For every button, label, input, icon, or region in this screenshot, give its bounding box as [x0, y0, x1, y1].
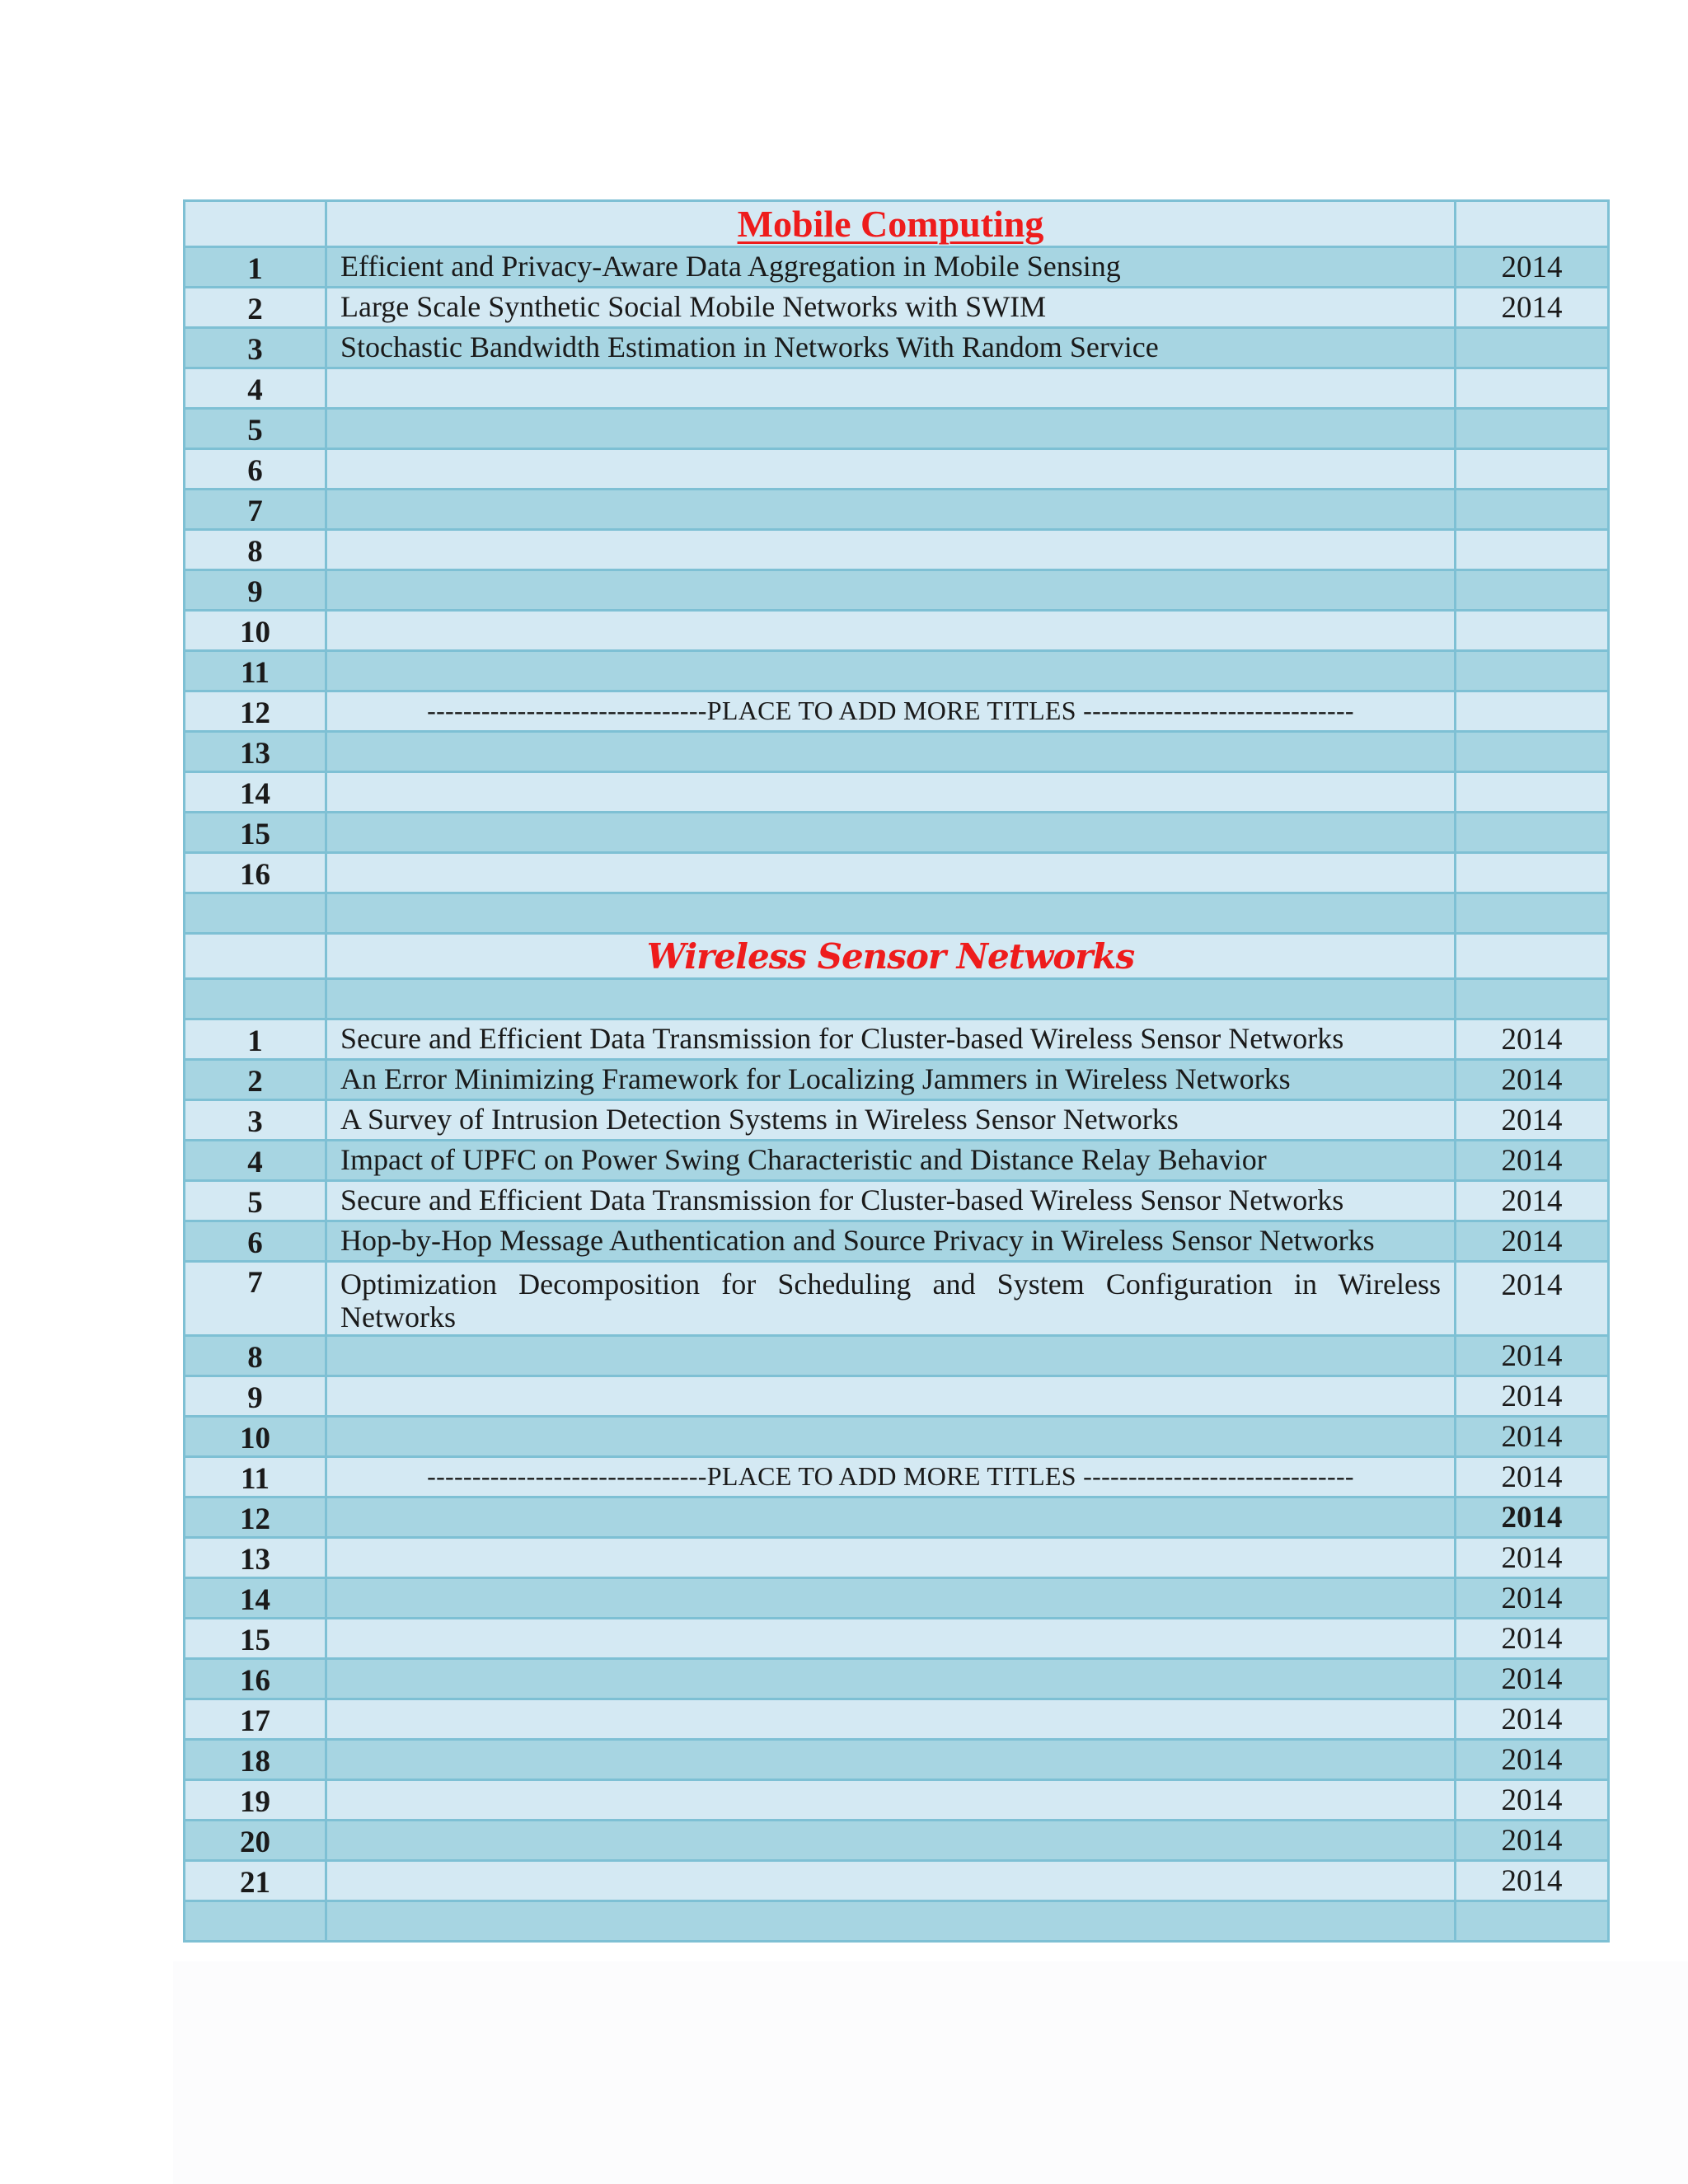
- row-title: [326, 1497, 1456, 1538]
- row-title: [326, 570, 1456, 611]
- row-number: 5: [185, 1181, 326, 1221]
- page-bottom-shade: [173, 1961, 1688, 2184]
- row-year: 2014: [1456, 1861, 1609, 1901]
- row-year: 2014: [1456, 1538, 1609, 1578]
- table-row: [185, 368, 1609, 409]
- table-row: [185, 1141, 1609, 1181]
- row-number: 13: [185, 732, 326, 772]
- row-year: 2014: [1456, 1181, 1609, 1221]
- row-number: 1: [185, 247, 326, 288]
- table-row: [185, 1019, 1609, 1060]
- row-year: [1456, 490, 1609, 530]
- row-title: [326, 449, 1456, 490]
- table-row: [185, 1181, 1609, 1221]
- row-title: [326, 530, 1456, 570]
- add-more-titles-placeholder: -------------------------------PLACE TO ADD MORE TITLES ------------------------------: [326, 1457, 1456, 1497]
- row-number: 14: [185, 1578, 326, 1619]
- row-number: 4: [185, 368, 326, 409]
- row-title: [326, 1619, 1456, 1659]
- row-number: 15: [185, 813, 326, 853]
- row-number: 2: [185, 288, 326, 328]
- table-row: [185, 530, 1609, 570]
- table-row: [185, 1497, 1609, 1538]
- row-title: [326, 611, 1456, 651]
- row-number: 11: [185, 1457, 326, 1497]
- row-year: 2014: [1456, 247, 1609, 288]
- row-number: 1: [185, 1019, 326, 1060]
- row-number: 9: [185, 570, 326, 611]
- table-row: [185, 813, 1609, 853]
- row-title: [326, 1861, 1456, 1901]
- row-title: [326, 1336, 1456, 1376]
- row-title: [326, 368, 1456, 409]
- row-number: 10: [185, 1417, 326, 1457]
- row-year: 2014: [1456, 1699, 1609, 1740]
- titles-table: [183, 199, 1610, 1943]
- table-row: [185, 1262, 1609, 1336]
- row-year: [1456, 611, 1609, 651]
- table-row: [185, 1100, 1609, 1141]
- row-year: 2014: [1456, 1141, 1609, 1181]
- table-row: [185, 1376, 1609, 1417]
- row-title: [326, 1780, 1456, 1821]
- row-number: 16: [185, 853, 326, 893]
- row-year: 2014: [1456, 1060, 1609, 1100]
- row-number: 16: [185, 1659, 326, 1699]
- row-title: [326, 1740, 1456, 1780]
- row-title: [326, 732, 1456, 772]
- row-number: 19: [185, 1780, 326, 1821]
- row-number: 4: [185, 1141, 326, 1181]
- section-heading-mobile-computing: Mobile Computing: [326, 201, 1456, 247]
- row-number: 11: [185, 651, 326, 691]
- row-number: 6: [185, 449, 326, 490]
- row-year: 2014: [1456, 1578, 1609, 1619]
- row-year: 2014: [1456, 1376, 1609, 1417]
- row-number: 12: [185, 1497, 326, 1538]
- row-title: Large Scale Synthetic Social Mobile Networks with SWIM: [326, 288, 1456, 328]
- row-number: 17: [185, 1699, 326, 1740]
- row-title: [326, 1659, 1456, 1699]
- heading-year-cell: [1456, 934, 1609, 979]
- row-year: [1456, 853, 1609, 893]
- row-year: 2014: [1456, 288, 1609, 328]
- row-year: [1456, 328, 1609, 368]
- row-year: 2014: [1456, 1740, 1609, 1780]
- table-row: [185, 247, 1609, 288]
- row-number: 12: [185, 691, 326, 732]
- row-title: Secure and Efficient Data Transmission for Cluster-based Wireless Sensor Networks: [326, 1019, 1456, 1060]
- row-year: [1456, 651, 1609, 691]
- table-row: [185, 1578, 1609, 1619]
- row-year: 2014: [1456, 1100, 1609, 1141]
- table-row: [185, 1780, 1609, 1821]
- row-number: 7: [185, 1262, 326, 1336]
- row-year: [1456, 409, 1609, 449]
- add-more-titles-placeholder: -------------------------------PLACE TO ADD MORE TITLES ------------------------------: [326, 691, 1456, 732]
- row-title: Stochastic Bandwidth Estimation in Networks With Random Service: [326, 328, 1456, 368]
- row-title: [326, 1538, 1456, 1578]
- row-year: [1456, 570, 1609, 611]
- row-title: [326, 1821, 1456, 1861]
- table-row: [185, 1221, 1609, 1262]
- row-title: [326, 1376, 1456, 1417]
- table-row: [185, 1699, 1609, 1740]
- spacer-row: [185, 893, 1609, 934]
- row-year: 2014: [1456, 1780, 1609, 1821]
- table-row: [185, 651, 1609, 691]
- row-title: An Error Minimizing Framework for Localizing Jammers in Wireless Networks: [326, 1060, 1456, 1100]
- table-row: [185, 772, 1609, 813]
- row-year: 2014: [1456, 1619, 1609, 1659]
- row-year: 2014: [1456, 1221, 1609, 1262]
- heading-year-cell: [1456, 201, 1609, 247]
- row-year: 2014: [1456, 1457, 1609, 1497]
- row-number: 10: [185, 611, 326, 651]
- row-year: 2014: [1456, 1262, 1609, 1336]
- row-title: [326, 813, 1456, 853]
- table-row: [185, 853, 1609, 893]
- row-title: Efficient and Privacy-Aware Data Aggregation in Mobile Sensing: [326, 247, 1456, 288]
- table-row: [185, 1619, 1609, 1659]
- table-row: [185, 1821, 1609, 1861]
- table-row: [185, 1336, 1609, 1376]
- row-year: [1456, 772, 1609, 813]
- row-number: 8: [185, 530, 326, 570]
- row-title: [326, 409, 1456, 449]
- row-number: 8: [185, 1336, 326, 1376]
- row-title: [326, 853, 1456, 893]
- row-title: [326, 1417, 1456, 1457]
- table-row: [185, 449, 1609, 490]
- table-row: [185, 1740, 1609, 1780]
- table-row: [185, 1538, 1609, 1578]
- row-year: [1456, 530, 1609, 570]
- row-title: [326, 1699, 1456, 1740]
- table-row: [185, 1659, 1609, 1699]
- row-number: 14: [185, 772, 326, 813]
- row-title: Optimization Decomposition for Scheduling and System Configuration in Wireless Networks: [326, 1262, 1456, 1336]
- table-row: [185, 1861, 1609, 1901]
- table-row: [185, 409, 1609, 449]
- row-year: 2014: [1456, 1659, 1609, 1699]
- row-title: [326, 1578, 1456, 1619]
- row-number: 13: [185, 1538, 326, 1578]
- row-year: [1456, 813, 1609, 853]
- row-number: 9: [185, 1376, 326, 1417]
- row-number: 6: [185, 1221, 326, 1262]
- row-title: [326, 651, 1456, 691]
- row-year: [1456, 691, 1609, 732]
- row-title: [326, 490, 1456, 530]
- row-year: 2014: [1456, 1019, 1609, 1060]
- row-year: 2014: [1456, 1821, 1609, 1861]
- row-number: 3: [185, 1100, 326, 1141]
- row-title: A Survey of Intrusion Detection Systems in Wireless Sensor Networks: [326, 1100, 1456, 1141]
- row-year: [1456, 732, 1609, 772]
- row-year: 2014: [1456, 1497, 1609, 1538]
- spacer-row: [185, 1901, 1609, 1942]
- row-title: Secure and Efficient Data Transmission for Cluster-based Wireless Sensor Networks: [326, 1181, 1456, 1221]
- row-year: [1456, 368, 1609, 409]
- row-number: 2: [185, 1060, 326, 1100]
- row-title: [326, 772, 1456, 813]
- row-title: Hop-by-Hop Message Authentication and Source Privacy in Wireless Sensor Networks: [326, 1221, 1456, 1262]
- heading-num-cell: [185, 201, 326, 247]
- section-heading-row: [185, 201, 1609, 247]
- heading-num-cell: [185, 934, 326, 979]
- table-row: [185, 611, 1609, 651]
- row-number: 15: [185, 1619, 326, 1659]
- row-number: 20: [185, 1821, 326, 1861]
- row-number: 18: [185, 1740, 326, 1780]
- row-number: 7: [185, 490, 326, 530]
- row-year: 2014: [1456, 1417, 1609, 1457]
- table-row: [185, 328, 1609, 368]
- row-number: 3: [185, 328, 326, 368]
- row-year: [1456, 449, 1609, 490]
- section-heading-wireless-sensor-networks: Wireless Sensor Networks: [326, 934, 1456, 979]
- table-row: [185, 1417, 1609, 1457]
- table-row: [185, 570, 1609, 611]
- row-number: 5: [185, 409, 326, 449]
- table-row: [185, 1457, 1609, 1497]
- row-number: 21: [185, 1861, 326, 1901]
- table-row: [185, 691, 1609, 732]
- spacer-row: [185, 979, 1609, 1019]
- table-row: [185, 490, 1609, 530]
- row-year: 2014: [1456, 1336, 1609, 1376]
- section-heading-row: [185, 934, 1609, 979]
- table-row: [185, 288, 1609, 328]
- table-row: [185, 732, 1609, 772]
- row-title: Impact of UPFC on Power Swing Characteristic and Distance Relay Behavior: [326, 1141, 1456, 1181]
- table-row: [185, 1060, 1609, 1100]
